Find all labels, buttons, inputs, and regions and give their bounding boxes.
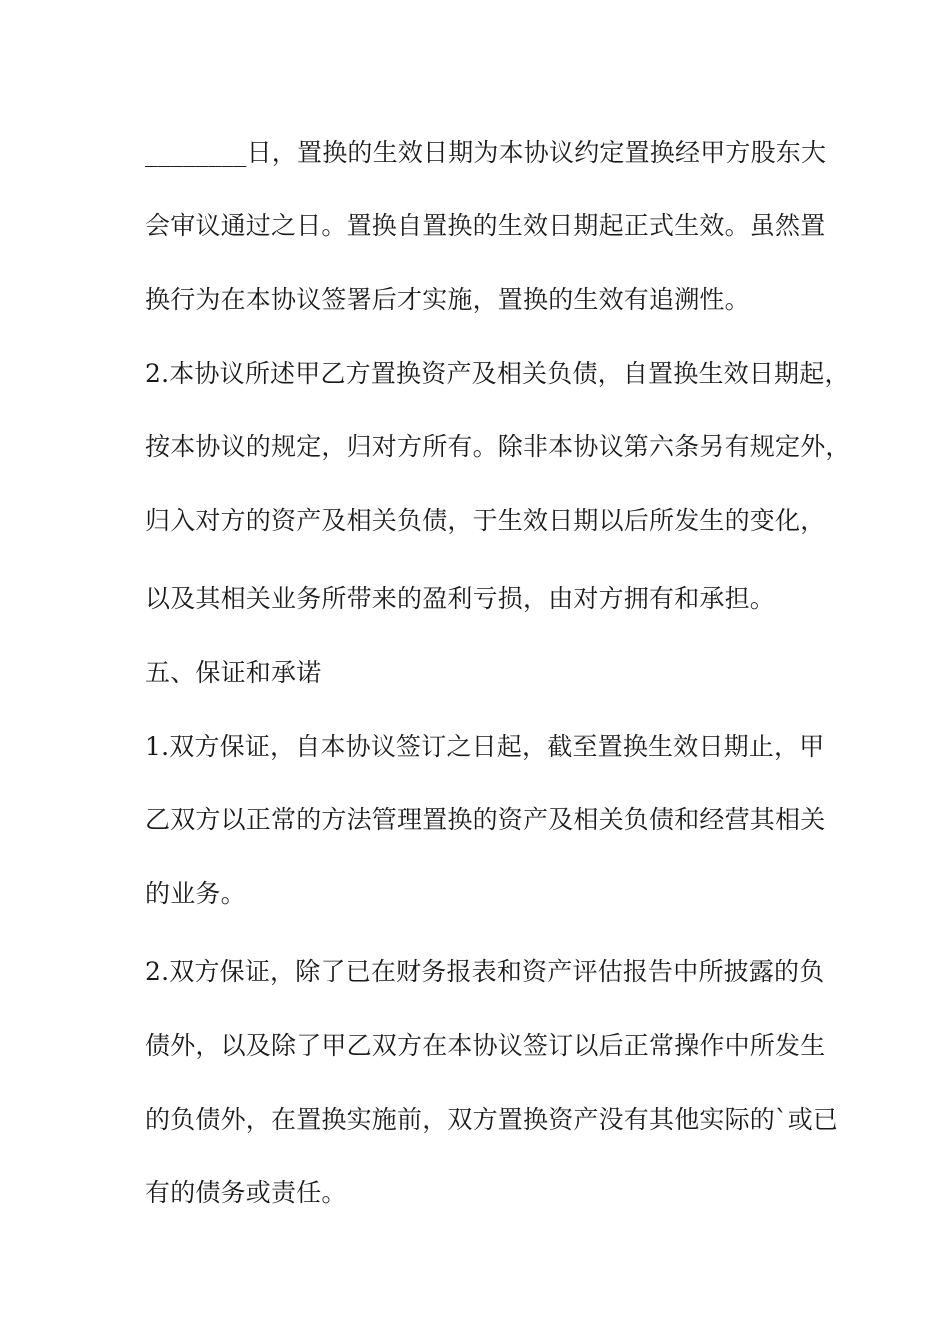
text-line: 的负债外，在置换实施前，双方置换资产没有其他实际的`或已 — [145, 1105, 839, 1134]
text-line: 会审议通过之日。置换自置换的生效日期起正式生效。虽然置 — [145, 211, 826, 240]
text-line: 的业务。 — [145, 879, 246, 908]
text-line: 2.双方保证，除了已在财务报表和资产评估报告中所披露的负 — [145, 957, 825, 986]
text-line: 以及其相关业务所带来的盈利亏损，由对方拥有和承担。 — [145, 584, 776, 613]
text-line: 换行为在本协议签署后才实施，置换的生效有追溯性。 — [145, 285, 750, 314]
text-line: 有的债务或责任。 — [145, 1178, 347, 1207]
section-heading: 五、保证和承诺 — [145, 658, 322, 687]
text-line: 乙双方以正常的方法管理置换的资产及相关负债和经营其相关 — [145, 805, 826, 834]
text-line: ________日，置换的生效日期为本协议约定置换经甲方股东大 — [145, 138, 827, 167]
text-line: 债外，以及除了甲乙双方在本协议签订以后正常操作中所发生 — [145, 1031, 826, 1060]
text-line: 归入对方的资产及相关负债，于生效日期以后所发生的变化， — [145, 506, 826, 535]
text-line: 2.本协议所述甲乙方置换资产及相关负债，自置换生效日期起， — [145, 359, 850, 388]
text-line: 按本协议的规定，归对方所有。除非本协议第六条另有规定外， — [145, 432, 851, 461]
text-line: 1.双方保证，自本协议签订之日起，截至置换生效日期止，甲 — [145, 732, 825, 761]
